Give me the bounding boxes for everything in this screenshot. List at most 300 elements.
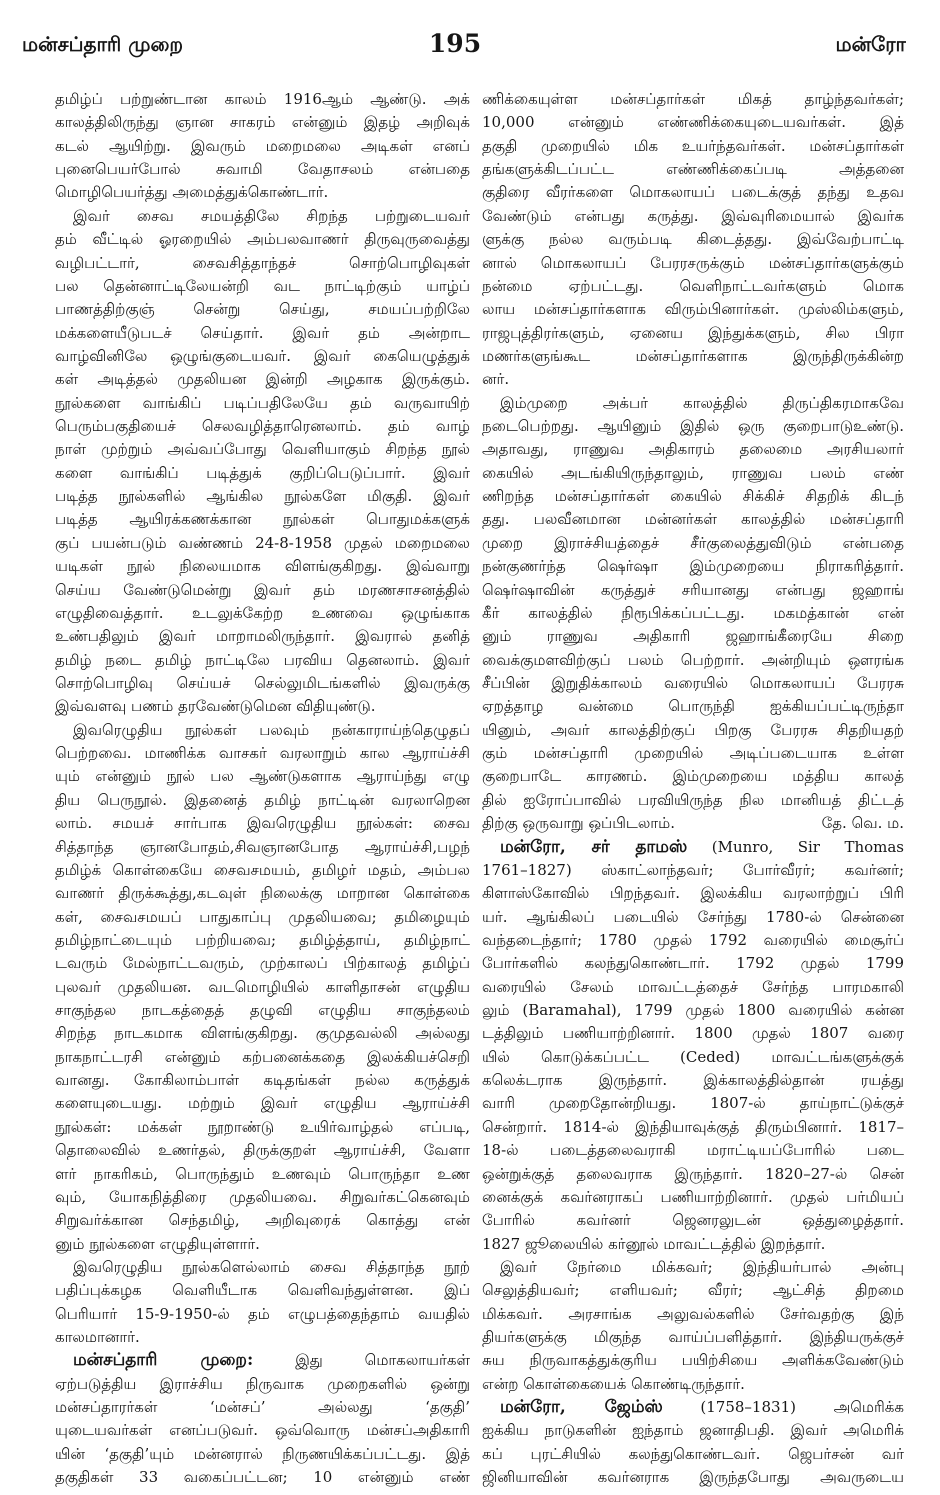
- line-text: [500, 1398, 904, 1416]
- line-content: காலமானார்.: [55, 1328, 140, 1347]
- text-line: [482, 275, 904, 298]
- line-text: [55, 954, 470, 972]
- line-content: திற்கு ஒருவாறு ஒப்பிடலாம்.: [482, 814, 675, 833]
- line-content: கும் மன்சப்தாரி முறையில் அடிப்படையாக உள்ள: [482, 744, 904, 763]
- line-content: தமிழ்ப் பற்றுண்டான காலம் 1916ஆம் ஆண்டு. அக்: [55, 90, 470, 108]
- text-line: [482, 508, 904, 531]
- text-line: [55, 252, 470, 275]
- line-text: [482, 417, 904, 435]
- line-content: குப் பயன்படும் வண்ணம் 24-8-1958 முதல் மறைமலை: [55, 533, 470, 552]
- line-text: [55, 791, 470, 809]
- line-content: சீப்பின் இறுதிக்காலம் வரையில் மொகலாயப் பேரரசு: [482, 673, 904, 692]
- line-content: யுடையவர்கள் எனப்படுவர். ஒவ்வொரு மன்சப்அதிகாரி: [55, 1421, 470, 1440]
- text-line: [55, 602, 470, 625]
- text-line: [55, 579, 470, 602]
- line-content: தம் வீட்டில் ஓரறையில் அம்பலவாணர் திருவுருவைத்து: [55, 230, 470, 249]
- line-text: [55, 931, 470, 949]
- line-text: [482, 1235, 825, 1253]
- text-line: [55, 1209, 470, 1232]
- line-content: இது மொகலாயர்கள்: [295, 1351, 470, 1370]
- line-content: வாணர் திருக்கூத்து,கடவுள் நிலைக்கு மாறான கொள்கை: [55, 884, 470, 903]
- line-content: தமிழ் நடை தமிழ் நாட்டிலே பரவிய தெனலாம். இவர்: [55, 650, 470, 669]
- text-line: [55, 111, 470, 134]
- line-text: [55, 300, 470, 318]
- line-content: யர். ஆங்கிலப் படையில் சேர்ந்து 1780-ல் சென்னை: [482, 907, 904, 926]
- line-content: போரில் கவர்னர் ஜெனரலுடன் ஒத்துழைத்தார்.: [482, 1211, 904, 1230]
- line-content: சுய நிருவாகத்துக்குரிய பயிற்சியை அளிக்கவேண்டும்: [482, 1351, 904, 1370]
- line-text: [482, 510, 904, 528]
- text-line: [482, 906, 904, 929]
- line-content: குறைபாடே காரணம். இம்முறையை மத்திய காலத்: [482, 767, 904, 786]
- text-line: [482, 1349, 904, 1372]
- line-content: ஒன்றுக்குத் தலைவராக இருந்தார். 1820–27-ல் சென்: [482, 1164, 904, 1183]
- line-content: இவர் நேர்மை மிக்கவர்; இந்தியர்பால் அன்பு: [500, 1257, 904, 1276]
- line-content: சிறுவர்க்கான செந்தமிழ், அறிவுரைக் கொத்து என்: [55, 1211, 470, 1230]
- line-content: வாரி முறைதோன்றியது. 1807-ல் தாய்நாட்டுக்குச்: [482, 1094, 904, 1113]
- line-text: [482, 487, 904, 505]
- line-content: வந்தடைந்தார்; 1780 முதல் 1792 வரையில் மைசூர்ப்: [482, 930, 904, 949]
- line-text: [482, 1071, 904, 1089]
- line-content: கிளாஸ்கோவில் பிறந்தவர். இலக்கிய வரலாற்றுப் பிரி: [482, 884, 904, 903]
- line-content: பெற்றவை. மாணிக்க வாசகர் வரலாறும் கால ஆராய்ச்சி: [55, 744, 470, 763]
- text-line: [482, 952, 904, 975]
- line-text: [55, 1024, 470, 1042]
- text-line: [55, 1466, 470, 1489]
- text-line: [55, 1419, 470, 1442]
- text-line: [482, 812, 904, 835]
- text-line: [55, 485, 470, 508]
- line-content: போர்களில் கலந்துகொண்டார். 1792 முதல் 1799: [482, 954, 904, 973]
- line-text: [73, 1351, 470, 1369]
- line-text: [55, 370, 470, 388]
- line-content: தில் ஐரோப்பாவில் பரவியிருந்த நில மானியத் திட்டத்: [482, 790, 904, 809]
- line-content: களை வாங்கிப் படித்துக் குறிப்பெடுப்பார். இவர்: [55, 463, 470, 482]
- line-text: [482, 90, 904, 108]
- line-content: பதிப்புக்கழக வெளியீடாக வெளிவந்துள்ளன. இப்: [55, 1281, 470, 1300]
- text-line: [482, 228, 904, 251]
- line-text: [55, 510, 470, 528]
- line-text: [55, 160, 470, 178]
- text-line: [55, 1022, 470, 1045]
- line-content: நன்மை ஏற்பட்டது. வெளிநாட்டவர்களும் மொக: [482, 276, 904, 295]
- line-content: தகுதிகள் 33 வகைப்பட்டன; 10 என்னும் எண்: [55, 1468, 470, 1487]
- text-line: [482, 579, 904, 602]
- text-line: [482, 181, 904, 204]
- text-line: [482, 135, 904, 158]
- line-text: [482, 1141, 904, 1159]
- line-text: [482, 721, 904, 739]
- line-text: [55, 674, 470, 692]
- line-text: [55, 137, 470, 155]
- text-line: [55, 882, 470, 905]
- line-content: வரையில் சேலம் மாவட்டத்தைச் சேர்ந்த பாரமகாலி: [482, 977, 904, 996]
- line-text: [55, 254, 470, 272]
- line-content: தங்களுக்கிடப்பட்ட எண்ணிக்கைப்படி அத்தனை: [482, 160, 904, 179]
- text-line: [482, 1069, 904, 1092]
- line-text: [482, 931, 904, 949]
- line-text: [500, 394, 904, 412]
- line-content: தியர்களுக்கு மிகுந்த வாய்ப்பளித்தார். இந்தியருக்குச்: [482, 1328, 904, 1347]
- line-content: ஏறத்தாழ வன்மை பொருந்தி ஐக்கியப்பட்டிருந்தா: [482, 697, 904, 716]
- line-content: வாழ்வினிலே ஒழுங்குடையவர். இவர் கையெழுத்துக்: [55, 346, 470, 365]
- text-line: [55, 836, 470, 859]
- line-content: சித்தாந்த ஞானபோதம்,சிவஞானபோத ஆராய்ச்சி,பழந்: [55, 837, 470, 856]
- text-line: [482, 252, 904, 275]
- line-content: தகுதி முறையில் மிக உயர்ந்தவர்கள். மன்சப்தார்கள்: [482, 136, 904, 155]
- line-text: [482, 812, 675, 835]
- line-text: [55, 394, 470, 412]
- text-line: [55, 158, 470, 181]
- line-text: [482, 908, 904, 926]
- line-content: எழுதிவைத்தார். உடலுக்கேற்ற உணவை ஒழுங்காக: [55, 603, 470, 622]
- line-content: சிறந்த நாடகமாக விளங்குகிறது. குமுதவல்லி அல்லது: [55, 1024, 470, 1043]
- text-line: [482, 1303, 904, 1326]
- line-content: னும் ராணுவ அதிகாரி ஜஹாங்கீரையே சிறை: [482, 627, 904, 646]
- line-text: [482, 674, 904, 692]
- text-line: [482, 602, 904, 625]
- line-text: [55, 1071, 470, 1089]
- line-text: [482, 230, 904, 248]
- line-text: [55, 604, 470, 622]
- text-line: [482, 532, 904, 555]
- text-line: [55, 719, 470, 742]
- text-line: [482, 672, 904, 695]
- text-line: [482, 205, 904, 228]
- line-content: வழிபட்டார், சைவசித்தாந்தச் சொற்பொழிவுகள்: [55, 253, 470, 272]
- text-line: [55, 1046, 470, 1069]
- text-line: [55, 1279, 470, 1302]
- text-line: [482, 415, 904, 438]
- line-content: ளுக்கு நல்ல வரும்படி கிடைத்தது. இவ்வேற்பாட்டி: [482, 230, 904, 249]
- line-content: பெரியார் 15-9-1950-ல் தம் எழுபத்தைந்தாம் வயதில்: [55, 1304, 470, 1323]
- text-line: [482, 625, 904, 648]
- line-text: [55, 1421, 470, 1439]
- running-head-left: மன்சப்தாரி முறை: [22, 32, 184, 56]
- line-text: [55, 1375, 470, 1393]
- line-text: [482, 954, 904, 972]
- text-line: [482, 1419, 904, 1442]
- text-line: [55, 462, 470, 485]
- line-content: நாகநாட்டரசி என்னும் கற்பனைக்கதை இலக்கியச்செறி: [55, 1047, 470, 1066]
- line-text: [55, 1188, 470, 1206]
- line-content: யடிகள் நூல் நிலையமாக விளங்குகிறது. இவ்வாறு: [55, 557, 470, 576]
- line-content: னைக்குக் கவர்னராகப் பணியாற்றினார். முதல் பர்மியப்: [482, 1187, 904, 1206]
- text-line: [55, 859, 470, 882]
- line-text: [482, 1118, 904, 1136]
- line-text: [482, 254, 904, 272]
- line-text: [482, 581, 904, 599]
- author-initials: தே. வெ. ம.: [821, 814, 904, 833]
- line-content: தமிழ்க் கொள்கையே சைவசமயம், தமிழர் மதம், அம்பல: [55, 860, 470, 879]
- line-content: ஏற்படுத்திய இராச்சிய நிருவாக முறைகளில் ஒன்று: [55, 1374, 470, 1393]
- text-line: [55, 205, 470, 228]
- text-line: [482, 1443, 904, 1466]
- line-text: [55, 697, 376, 715]
- line-text: [55, 627, 470, 645]
- line-content: ஷெர்ஷாவின் கருத்துச் சரியானது என்பது ஜஹாங்: [482, 580, 904, 599]
- text-line: [55, 952, 470, 975]
- line-text: [482, 324, 904, 342]
- text-line: [55, 695, 470, 718]
- text-line: [482, 111, 904, 134]
- line-content: ஐக்கிய நாடுகளின் ஐந்தாம் ஜனாதிபதி. இவர் அமெரிக்: [482, 1421, 904, 1440]
- line-text: [482, 697, 904, 715]
- line-text: [482, 1024, 904, 1042]
- line-content: களையுடையது. மற்றும் இவர் எழுதிய ஆராய்ச்சி: [55, 1094, 470, 1113]
- line-content: ணிறந்த மன்சப்தார்கள் கையில் சிக்கிச் சிதறிக் கிடந்: [482, 487, 904, 506]
- line-content: மிக்கவர். அரசாங்க அலுவல்களில் சேர்வதற்கு இந்: [482, 1304, 904, 1323]
- line-content: படித்த நூல்களில் ஆங்கில நூல்களே மிகுதி. இவர்: [55, 487, 470, 506]
- line-content: கீர் காலத்தில் நிரூபிக்கப்பட்டது. மகமத்கான் என்: [482, 603, 904, 622]
- line-text: [482, 1375, 745, 1393]
- text-line: [482, 649, 904, 672]
- line-text: [482, 1094, 904, 1112]
- line-text: [55, 1094, 470, 1112]
- line-text: [482, 347, 904, 365]
- line-content: வும், யோகநித்திரை முதலியவை. சிறுவர்கட்கெனவும்: [55, 1187, 470, 1206]
- line-text: [482, 1468, 904, 1486]
- text-line: [482, 1022, 904, 1045]
- line-text: [55, 1305, 470, 1323]
- text-line: [482, 719, 904, 742]
- text-line: [55, 1396, 470, 1419]
- line-content: 1761–1827) ஸ்காட்லாந்தவர்; போர்வீரர்; கவர்னர்;: [482, 860, 904, 879]
- line-content: 1827 ஜூலையில் கர்னூல் மாவட்டத்தில் இறந்தார்.: [482, 1234, 826, 1253]
- text-line: [55, 415, 470, 438]
- line-text: [55, 767, 470, 785]
- line-text: [55, 464, 470, 482]
- line-text: [482, 1281, 904, 1299]
- line-content: அதாவது, ராணுவ அதிகாரம் தலைமை அரசியலார்: [482, 440, 904, 459]
- line-content: மொழிபெயர்த்து அமைத்துக்கொண்டார்.: [55, 183, 329, 202]
- line-content: 18-ல் படைத்தலைவராகி மராட்டியப்போரில் படை: [482, 1141, 904, 1160]
- text-line: [482, 789, 904, 812]
- text-line: [55, 88, 470, 111]
- line-content: லாம். சமயச் சார்பாக இவரெழுதிய நூல்கள்: சைவ: [55, 814, 470, 833]
- line-content: யினும், அவர் காலத்திற்குப் பிறகு பேரரசு சிதறியதற்: [482, 720, 904, 739]
- line-text: [482, 651, 904, 669]
- line-content: டவரும் மேல்நாட்டவரும், முற்காலப் பிற்காலத் தமிழ்ப்: [55, 954, 470, 973]
- line-text: [55, 1281, 470, 1299]
- line-text: [55, 417, 470, 435]
- line-content: னால் மொகலாயப் பேரரசருக்கும் மன்சப்தார்களுக்கும்: [482, 253, 904, 272]
- line-text: [73, 1258, 470, 1276]
- line-text: [55, 908, 470, 926]
- text-line: [55, 298, 470, 321]
- line-content: ணிக்கையுள்ள மன்சப்தார்கள் மிகத் தாழ்ந்தவர்கள்;: [482, 90, 904, 108]
- line-text: [55, 90, 470, 108]
- line-text: [482, 1421, 904, 1439]
- text-line: [482, 158, 904, 181]
- text-line: [55, 1349, 470, 1372]
- line-text: [55, 1398, 470, 1416]
- text-line: [55, 392, 470, 415]
- line-text: [55, 884, 470, 902]
- line-content: மன்சப்தாரர்கள் ‘மன்சப்’ அல்லது ‘தகுதி’: [55, 1398, 470, 1417]
- text-line: [482, 392, 904, 415]
- text-line: [482, 999, 904, 1022]
- line-text: [55, 978, 470, 996]
- line-text: [55, 744, 470, 762]
- line-text: [482, 1001, 904, 1019]
- line-content: கலெக்டராக இருந்தார். இக்காலத்தில்தான் ரயத்து: [482, 1071, 904, 1090]
- line-text: [482, 1165, 904, 1183]
- line-text: [500, 838, 904, 856]
- line-text: [55, 581, 470, 599]
- line-text: [73, 721, 470, 739]
- text-line: [55, 1326, 470, 1349]
- text-line: [55, 1139, 470, 1162]
- line-content: மக்களையீடுபடச் செய்தார். இவர் தம் அன்றாட: [55, 323, 470, 342]
- left-text-column: [55, 88, 470, 1490]
- line-text: [500, 1258, 904, 1276]
- text-line: [482, 1139, 904, 1162]
- line-content: தது. பலவீனமான மன்னர்கள் காலத்தில் மன்சப்தாரி: [482, 510, 904, 529]
- line-content: சாகுந்தல நாடகத்தைத் தழுவி எழுதிய சாகுந்தலம்: [55, 1001, 470, 1020]
- line-content: புனைபெயர்போல் சுவாமி வேதாசலம் என்பதை: [55, 160, 470, 179]
- line-text: [55, 183, 328, 201]
- text-line: [55, 135, 470, 158]
- text-line: [55, 649, 470, 672]
- text-line: [482, 1396, 904, 1419]
- line-text: [482, 744, 904, 762]
- entry-heading: மன்ரோ, சர் தாமஸ்: [500, 836, 688, 857]
- entry-heading: மன்சப்தாரி முறை:: [73, 1350, 254, 1371]
- line-content: முறை இராச்சியத்தைச் சீர்குலைத்துவிடும் என்பதை: [482, 533, 904, 552]
- line-content: ளர் நாகரிகம், பொருந்தும் உணவும் பொருந்தா உண: [55, 1164, 470, 1183]
- text-line: [482, 462, 904, 485]
- line-text: [55, 487, 470, 505]
- text-line: [55, 789, 470, 812]
- text-line: [482, 742, 904, 765]
- text-line: [482, 765, 904, 788]
- line-text: [55, 1048, 470, 1066]
- text-line: [55, 1373, 470, 1396]
- line-text: [55, 1001, 470, 1019]
- line-content: கப் புரட்சியில் கலந்துகொண்டவர். ஜெபர்சன் வர்: [482, 1444, 904, 1463]
- text-line: [482, 1279, 904, 1302]
- text-line: [482, 485, 904, 508]
- text-line: [55, 976, 470, 999]
- line-text: [482, 534, 904, 552]
- line-content: சொற்பொழிவு செய்யச் செல்லுமிடங்களில் இவருக்கு: [55, 673, 470, 692]
- text-line: [482, 438, 904, 461]
- line-text: [55, 1141, 470, 1159]
- line-content: மணர்களுங்கூட மன்சப்தார்களாக இருந்திருக்கின்ற: [482, 346, 904, 365]
- line-content: கள் அடித்தல் முதலியன இன்றி அழகாக இருக்கும்.: [55, 370, 470, 389]
- line-content: இம்முறை அக்பர் காலத்தில் திருப்திகரமாகவே: [500, 393, 904, 412]
- line-content: வேண்டும் என்பது கருத்து. இவ்வுரிமையால் இவர்க: [482, 206, 904, 225]
- text-line: [55, 1303, 470, 1326]
- text-line: [55, 1163, 470, 1186]
- line-text: [73, 207, 470, 225]
- line-content: கையில் அடங்கியிருந்தாலும், ராணுவ பலம் எண்: [482, 463, 904, 482]
- text-line: [55, 672, 470, 695]
- text-line: [55, 508, 470, 531]
- text-line: [55, 322, 470, 345]
- text-line: [482, 345, 904, 368]
- line-text: [482, 464, 904, 482]
- text-line: [55, 625, 470, 648]
- line-text: [55, 861, 470, 879]
- line-text: [482, 1048, 904, 1066]
- line-text: [482, 370, 509, 388]
- text-line: [482, 1466, 904, 1489]
- text-line: [55, 275, 470, 298]
- line-content: (Munro, Sir Thomas: [711, 837, 904, 856]
- line-text: [482, 1211, 904, 1229]
- line-text: [482, 861, 904, 879]
- page-number: 195: [428, 29, 482, 58]
- line-text: [482, 1351, 904, 1369]
- right-text-column: [482, 88, 904, 1490]
- line-content: (1758–1831) அமெரிக்க: [700, 1398, 904, 1417]
- line-text: [55, 1328, 140, 1346]
- line-content: செய்ய வேண்டுமென்று இவர் தம் மரணசாசனத்தில்: [55, 580, 470, 599]
- text-line: [482, 976, 904, 999]
- line-content: பெரும்பகுதியைச் செலவழித்தாரெனலாம். தம் வாழ்: [55, 417, 470, 436]
- line-text: [55, 1235, 260, 1253]
- text-line: [482, 1373, 904, 1396]
- line-text: [482, 627, 904, 645]
- line-content: நாள் முற்றும் அவ்வப்போது வெளியாகும் சிறந்த நூல்: [55, 440, 470, 459]
- line-content: பல தென்னாட்டிலேயன்றி வட நாட்டிற்கும் யாழ்ப்: [55, 276, 470, 295]
- text-line: [482, 1046, 904, 1069]
- text-line: [55, 765, 470, 788]
- text-line: [55, 929, 470, 952]
- text-line: [55, 1233, 470, 1256]
- line-text: [55, 814, 470, 832]
- line-text: [482, 791, 904, 809]
- text-line: [55, 1092, 470, 1115]
- line-text: [482, 1305, 904, 1323]
- line-content: லும் (Baramahal), 1799 முதல் 1800 வரையில் கன்ன: [482, 1001, 904, 1020]
- line-text: [482, 160, 904, 178]
- line-content: வைக்குமளவிற்குப் பலம் பெற்றார். அன்றியும் ஔரங்க: [482, 650, 904, 669]
- text-line: [482, 836, 904, 859]
- line-content: கடல் ஆயிற்று. இவரும் மறைமலை அடிகள் எனப்: [55, 136, 470, 155]
- text-line: [55, 1069, 470, 1092]
- line-content: இவ்வளவு பணம் தரவேண்டுமென விதியுண்டு.: [55, 697, 376, 716]
- line-text: [55, 1445, 470, 1463]
- text-line: [482, 1163, 904, 1186]
- text-line: [55, 906, 470, 929]
- text-line: [55, 555, 470, 578]
- line-content: நடைபெற்றது. ஆயினும் இதில் ஒரு குறைபாடுஉண்டு.: [482, 417, 904, 436]
- text-line: [55, 742, 470, 765]
- text-line: [482, 1116, 904, 1139]
- text-line: [482, 298, 904, 321]
- line-text: [55, 1468, 470, 1486]
- line-text: [55, 1165, 470, 1183]
- running-head-right: மன்ரோ: [835, 32, 906, 56]
- line-content: கள், சைவசமயப் பாதுகாப்பு முதலியவை; தமிழையும்: [55, 907, 470, 926]
- line-content: புலவர் முதலியன. வடமொழியில் காளிதாசன் எழுதிய: [55, 977, 470, 996]
- text-line: [55, 1443, 470, 1466]
- text-line: [482, 695, 904, 718]
- text-line: [482, 368, 904, 391]
- text-line: [55, 532, 470, 555]
- text-line: [482, 1209, 904, 1232]
- text-line: [55, 812, 470, 835]
- line-text: [482, 137, 904, 155]
- line-text: [482, 978, 904, 996]
- line-text: [55, 347, 470, 365]
- text-line: [482, 1326, 904, 1349]
- line-content: இவரெழுதிய நூல்கள் பலவும் நன்காராய்ந்தெழுதப்: [73, 720, 470, 739]
- line-text: [482, 440, 904, 458]
- line-content: ராஜபுத்திரர்களும், ஏனைய இந்துக்களும், சில பிரா: [482, 323, 904, 342]
